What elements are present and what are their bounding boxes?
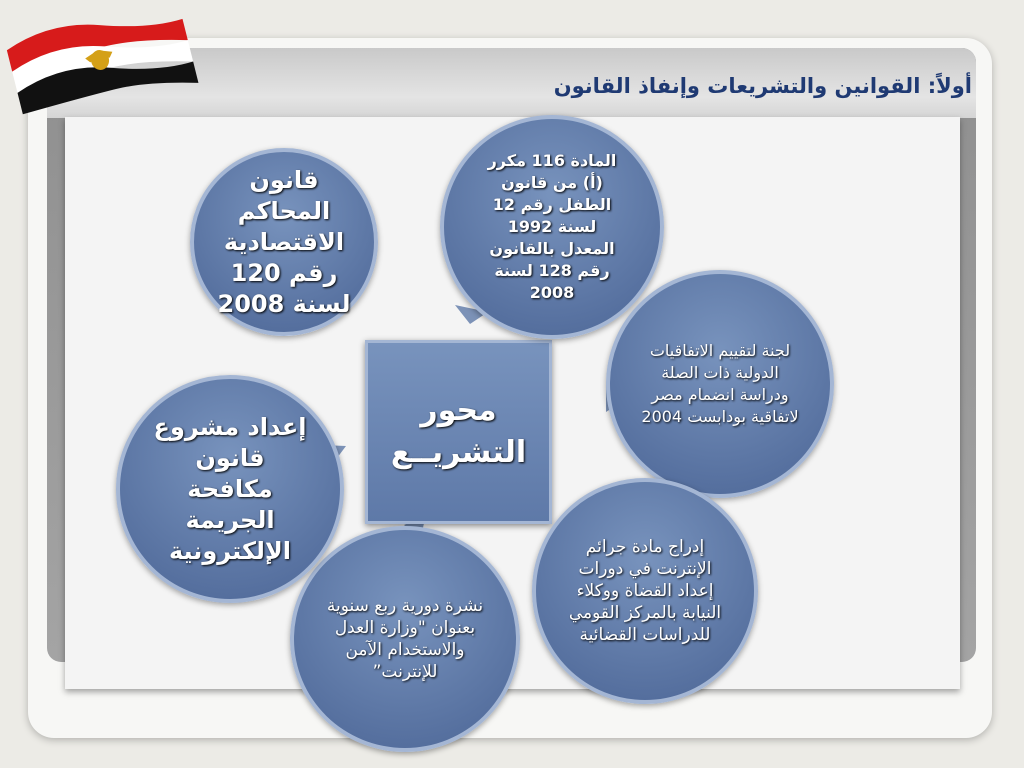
circle-text: نشرة دورية ربع سنوية بعنوان "وزارة العدل والاستخدام الآمن للإنترنت”	[326, 596, 484, 682]
circle-text: المادة 116 مكرر (أ) من قانون الطفل رقم 12 لسنة 1992 المعدل بالقانون رقم 128 لسنة 2008	[487, 151, 617, 302]
circle-text: لجنة لتقييم الاتفاقيات الدولية ذات الصلة ودراسة انضمام مصر لاتفاقية بودابست 2004	[641, 341, 799, 426]
circle-article-116	[440, 115, 664, 339]
circle-economic-courts	[190, 148, 378, 336]
circle-draft-law	[116, 375, 344, 603]
circle-text: قانون المحاكم الاقتصادية رقم 120 لسنة 2008	[217, 165, 351, 318]
circle-training	[532, 478, 758, 704]
circle-committee	[606, 270, 834, 498]
center-label: محور التشريــع	[390, 393, 527, 470]
circle-text: إدراج مادة جرائم الإنترنت في دورات إعداد القضاة ووكلاء النيابة بالمركز القومي للدراسات القضائية	[568, 537, 722, 645]
center-box	[365, 340, 552, 524]
circle-text: إعداد مشروع قانون مكافحة الجريمة الإلكترونية	[153, 412, 307, 565]
circle-bulletin	[290, 526, 520, 752]
slide-title: أولاً: القوانين والتشريعات وإنفاذ القانون	[553, 74, 972, 98]
